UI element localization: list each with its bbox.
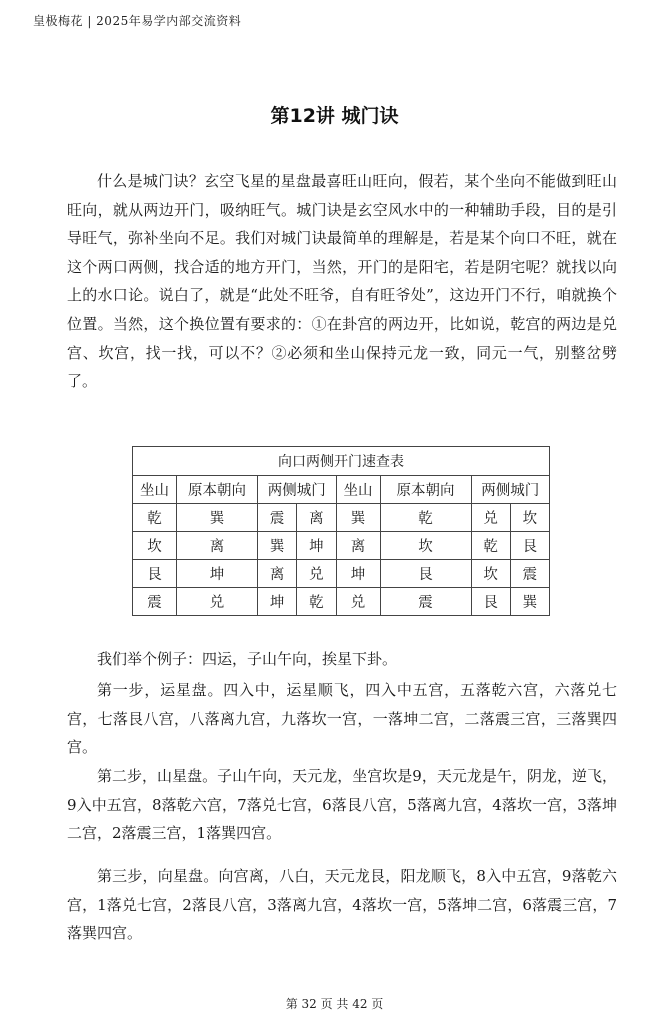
table-cell: 离 — [297, 504, 336, 532]
table-caption: 向口两侧开门速查表 — [133, 447, 550, 476]
table-cell: 坤 — [258, 588, 297, 616]
table-row — [133, 504, 550, 532]
table-cell: 巽 — [177, 504, 258, 532]
table-cell: 巽 — [510, 588, 549, 616]
table-cell: 乾 — [471, 532, 510, 560]
page-number: 第 32 页 共 42 页 — [285, 997, 384, 1011]
header-side-gates: 两侧城门 — [471, 476, 550, 504]
table-cell: 坎 — [133, 532, 177, 560]
table-row — [133, 560, 550, 588]
table-cell: 震 — [133, 588, 177, 616]
table-cell: 坤 — [297, 532, 336, 560]
table-cell: 震 — [380, 588, 471, 616]
table-cell: 巽 — [258, 532, 297, 560]
header-original-facing: 原本朝向 — [177, 476, 258, 504]
example-paragraph: 我们举个例子：四运，子山午向，挨星下卦。 — [97, 650, 398, 668]
table-cell: 坎 — [510, 504, 549, 532]
table-cell: 离 — [258, 560, 297, 588]
gate-lookup-table — [132, 446, 550, 616]
table-body — [133, 504, 550, 616]
step1-paragraph: 第一步，运星盘。四入中，运星顺飞，四入中五宫，五落乾六宫，六落兑七宫，七落艮八宫，八落离九宫，九落坎一宫，一落坤二宫，二落震三宫，三落巽四宫。 — [67, 681, 617, 757]
table-cell: 兑 — [471, 504, 510, 532]
chapter-title: 第12讲 城门诀 — [270, 105, 399, 127]
table-cell: 艮 — [471, 588, 510, 616]
header-sitting-mountain: 坐山 — [336, 476, 380, 504]
table-row — [133, 532, 550, 560]
table-cell: 坎 — [471, 560, 510, 588]
table-cell: 乾 — [297, 588, 336, 616]
running-header: 皇极梅花 | 2025年易学内部交流资料 — [33, 14, 242, 28]
table-cell: 坤 — [336, 560, 380, 588]
table-caption-row — [133, 447, 550, 476]
table-cell: 离 — [336, 532, 380, 560]
table-cell: 艮 — [133, 560, 177, 588]
header-original-facing: 原本朝向 — [380, 476, 471, 504]
table-cell: 震 — [510, 560, 549, 588]
table-cell: 离 — [177, 532, 258, 560]
table-cell: 巽 — [336, 504, 380, 532]
table-cell: 兑 — [297, 560, 336, 588]
table-cell: 坤 — [177, 560, 258, 588]
table-cell: 艮 — [380, 560, 471, 588]
table-header-row — [133, 476, 550, 504]
table-cell: 兑 — [336, 588, 380, 616]
intro-paragraph: 什么是城门诀？玄空飞星的星盘最喜旺山旺向，假若，某个坐向不能做到旺山旺向，就从两边开门，吸纳旺气。城门诀是玄空风水中的一种辅助手段，目的是引导旺气，弥补坐向不足。我们对城门诀最简单的理解是，若是某个向口不旺，就在这个两口两侧，找合适的地方开门，当然，开门的是阳宅，若是阴宅呢？就找以向上的水口论。说白了，就是“此处不旺爷，自有旺爷处”，这边开门不行，咱就换个位置。当然，这个换位置有要求的：①在卦宫的两边开，比如说，乾宫的两边是兑宫、坎宫，找一找，可以不？②必须和坐山保持元龙一致，同元一气，别整岔劈了。 — [67, 172, 617, 391]
step2-paragraph: 第二步，山星盘。子山午向，天元龙，坐宫坎是9，天元龙是午，阴龙，逆飞，9入中五宫，8落乾六宫，7落兑七宫，6落艮八宫，5落离九宫，4落坎一宫，3落坤二宫，2落震三宫，1落巽四宫。 — [67, 767, 617, 843]
table-cell: 兑 — [177, 588, 258, 616]
table-cell: 坎 — [380, 532, 471, 560]
step3-paragraph: 第三步，向星盘。向宫离，八白，天元龙艮，阳龙顺飞，8入中五宫，9落乾六宫，1落兑七宫，2落艮八宫，3落离九宫，4落坎一宫，5落坤二宫，6落震三宫，7落巽四宫。 — [67, 867, 617, 943]
table-cell: 艮 — [510, 532, 549, 560]
table-cell: 震 — [258, 504, 297, 532]
table-cell: 乾 — [133, 504, 177, 532]
table-cell: 乾 — [380, 504, 471, 532]
header-side-gates: 两侧城门 — [258, 476, 337, 504]
header-sitting-mountain: 坐山 — [133, 476, 177, 504]
table-row — [133, 588, 550, 616]
